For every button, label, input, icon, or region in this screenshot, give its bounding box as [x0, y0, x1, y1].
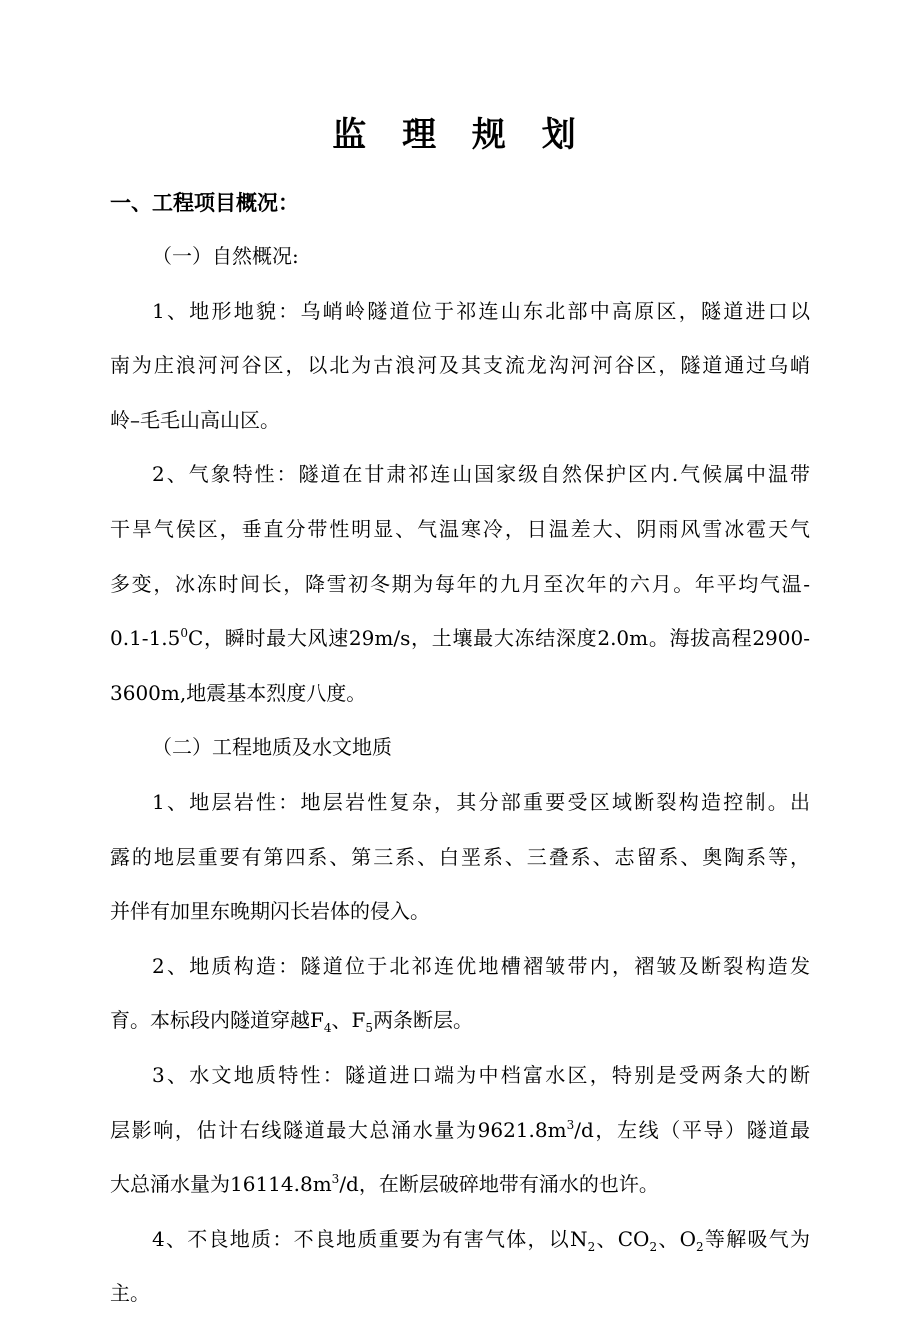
climate-line-3: 多变，冰冻时间长，降雪初冬期为每年的九月至次年的六月。年平均气温-: [110, 571, 810, 596]
strata-line-2: 露的地层重要有第四系、第三系、白垩系、三叠系、志留系、奥陶系等，: [110, 844, 810, 869]
structure-line-2-text-b: 、F: [331, 1008, 366, 1033]
climate-line-4: [110, 611, 810, 666]
hydro-line-3-text-a: 大总涌水量为16114.8m: [110, 1172, 332, 1197]
hydro-line-1: 3、水文地质特性：隧道进口端为中档富水区，特别是受两条大的断: [152, 1062, 810, 1087]
geology-heading: （二）工程地质及水文地质: [152, 735, 392, 760]
n2-subscript: 2: [587, 1239, 596, 1254]
temperature-range: 0.1-1.5: [110, 626, 181, 651]
adverse-line-1-text-d: 等解吸气为: [703, 1226, 810, 1251]
hydro-line-3: [110, 1157, 810, 1212]
adverse-line-1-text-b: 、CO: [595, 1226, 650, 1251]
fault-f4-subscript: 4: [323, 1021, 332, 1036]
co2-subscript: 2: [649, 1239, 658, 1254]
o2-subscript: 2: [696, 1239, 704, 1254]
terrain-line-2: 南为庄浪河河谷区，以北为古浪河及其支流龙沟河河谷区，隧道通过乌峭: [110, 353, 810, 378]
adverse-line-2: 主。: [110, 1281, 150, 1306]
climate-line-1: 2、气象特性：隧道在甘肃祁连山国家级自然保护区内.气候属中温带: [152, 462, 810, 487]
degree-superscript: 0: [180, 626, 189, 641]
hydro-line-2: [110, 1103, 810, 1158]
structure-line-2-text-c: 两条断层。: [373, 1008, 474, 1033]
cubic-superscript: 3: [331, 1172, 340, 1187]
climate-line-5: 3600m,地震基本烈度八度。: [110, 680, 367, 705]
hydro-line-2-text-a: 层影响，估计右线隧道最大总涌水量为9621.8m: [110, 1117, 567, 1142]
strata-line-3: 并伴有加里东晚期闪长岩体的侵入。: [110, 899, 430, 924]
section-heading: 一、工程项目概况：: [110, 191, 299, 215]
structure-line-2: [110, 993, 810, 1048]
climate-line-4-text: C，瞬时最大风速29m/s，土壤最大冻结深度2.0m。海拔高程2900-: [188, 626, 810, 651]
climate-line-2: 干旱气侯区，垂直分带性明显、气温寒冷，日温差大、阴雨风雪冰雹天气: [110, 516, 810, 541]
structure-line-2-text-a: 育。本标段内隧道穿越F: [110, 1008, 324, 1033]
document-title: 监 理 规 划: [332, 115, 588, 155]
terrain-line-3: 岭–毛毛山高山区。: [110, 407, 280, 432]
cubic-superscript: 3: [566, 1117, 575, 1132]
terrain-line-1: 1、地形地貌：乌峭岭隧道位于祁连山东北部中高原区，隧道进口以: [152, 298, 810, 323]
adverse-line-1-text-c: 、O: [657, 1226, 697, 1251]
structure-line-1: 2、地质构造：隧道位于北祁连优地槽褶皱带内，褶皱及断裂构造发: [152, 953, 810, 978]
document-body: [110, 229, 810, 1321]
adverse-line-1-text-a: 4、不良地质：不良地质重要为有害气体，以N: [152, 1226, 588, 1251]
hydro-line-2-text-b: /d，左线（平导）隧道最: [574, 1117, 810, 1142]
natural-overview-heading: （一）自然概况:: [152, 244, 299, 268]
strata-line-1: 1、地层岩性：地层岩性复杂，其分部重要受区域断裂构造控制。出: [152, 789, 810, 814]
adverse-line-1: [110, 1212, 810, 1267]
fault-f5-subscript: 5: [365, 1021, 374, 1036]
hydro-line-3-text-b: /d，在断层破碎地带有涌水的也许。: [339, 1172, 659, 1197]
